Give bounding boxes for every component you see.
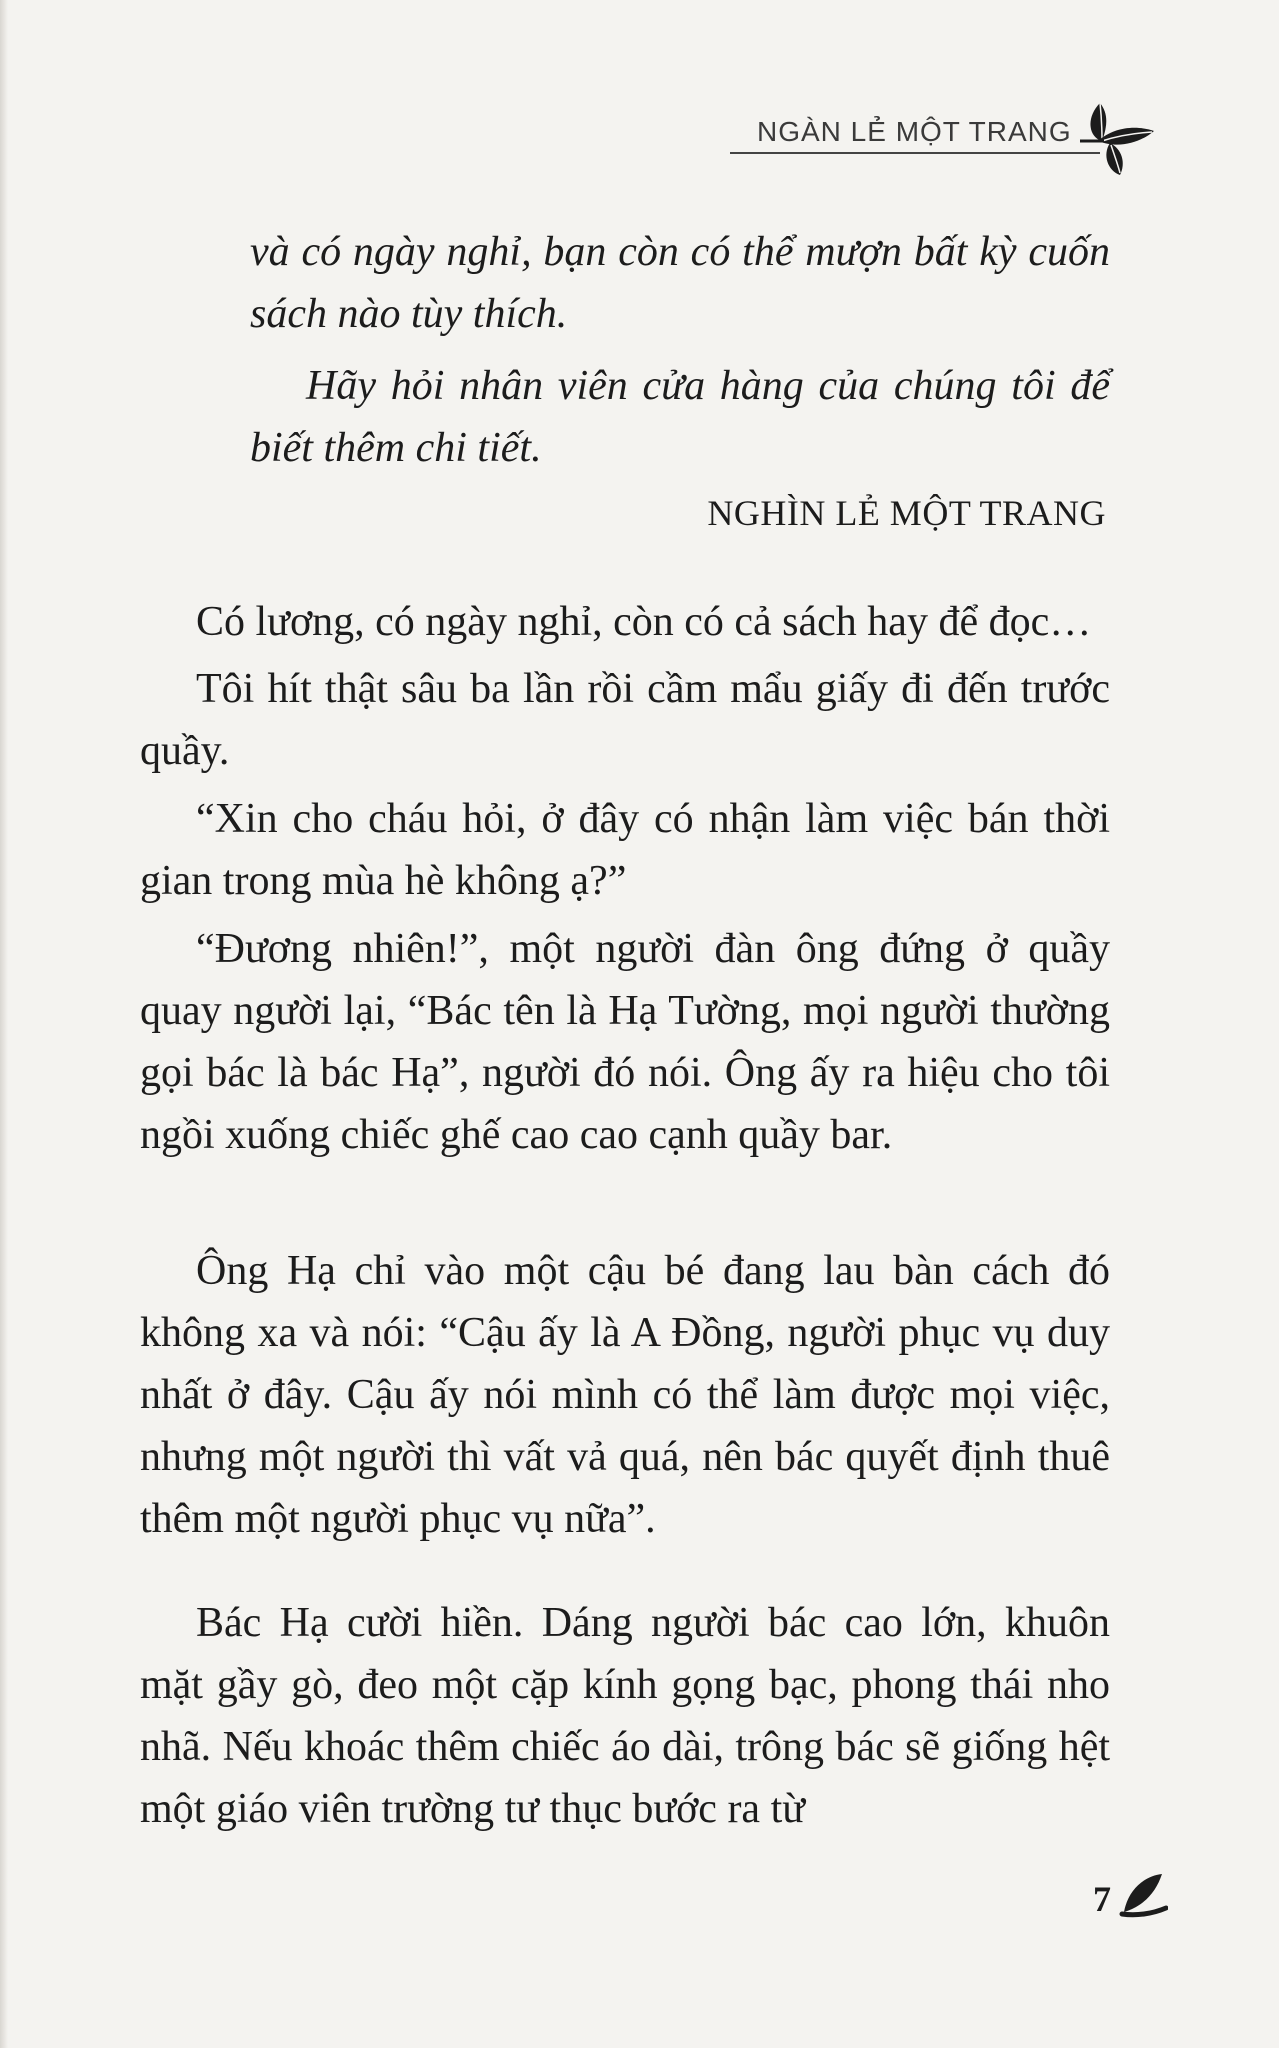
body-paragraph: Ông Hạ chỉ vào một cậu bé đang lau bàn cách đó không xa và nói: “Cậu ấy là A Đồng, người phục vụ duy nhất ở đây. Cậu ấy nói mình có thể làm được mọi việc, nhưng một người thì vất vả quá, nên bác quyết định thuê thêm một người phục vụ nữa”. bbox=[140, 1248, 1110, 1542]
leaf-icon bbox=[1118, 1870, 1168, 1918]
notice-paragraph: Hãy hỏi nhân viên cửa hàng của chúng tôi để biết thêm chi tiết. bbox=[250, 363, 1110, 471]
page-number: 7 bbox=[1093, 1879, 1111, 1919]
page-gutter-shadow bbox=[0, 0, 8, 2048]
body-paragraph: Bác Hạ cười hiền. Dáng người bác cao lớn, khuôn mặt gầy gò, đeo một cặp kính gọng bạc, phong thái nho nhã. Nếu khoác thêm chiếc áo dài, trông bác sẽ giống hệt một giáo viên trường tư thục bước ra từ bbox=[140, 1600, 1110, 1832]
leaf-sprig-icon bbox=[1080, 95, 1160, 177]
notice-paragraph: và có ngày nghỉ, bạn còn có thể mượn bất kỳ cuốn sách nào tùy thích. bbox=[250, 229, 1110, 337]
header-rule bbox=[730, 152, 1100, 154]
notice-signature: NGHÌN LẺ MỘT TRANG bbox=[707, 493, 1106, 533]
body-paragraph: Có lương, có ngày nghỉ, còn có cả sách hay để đọc… bbox=[196, 599, 1092, 645]
body-paragraph: “Đương nhiên!”, một người đàn ông đứng ở quầy quay người lại, “Bác tên là Hạ Tường, mọi người thường gọi bác là bác Hạ”, người đó nói. Ông ấy ra hiệu cho tôi ngồi xuống chiếc ghế cao cao cạnh quầy bar. bbox=[140, 926, 1110, 1158]
body-paragraph: “Xin cho cháu hỏi, ở đây có nhận làm việc bán thời gian trong mùa hè không ạ?” bbox=[140, 796, 1110, 904]
running-header bbox=[730, 110, 1100, 160]
body-paragraph: Tôi hít thật sâu ba lần rồi cầm mẩu giấy đi đến trước quầy. bbox=[140, 666, 1110, 774]
running-title: NGÀN LẺ MỘT TRANG bbox=[757, 116, 1072, 147]
